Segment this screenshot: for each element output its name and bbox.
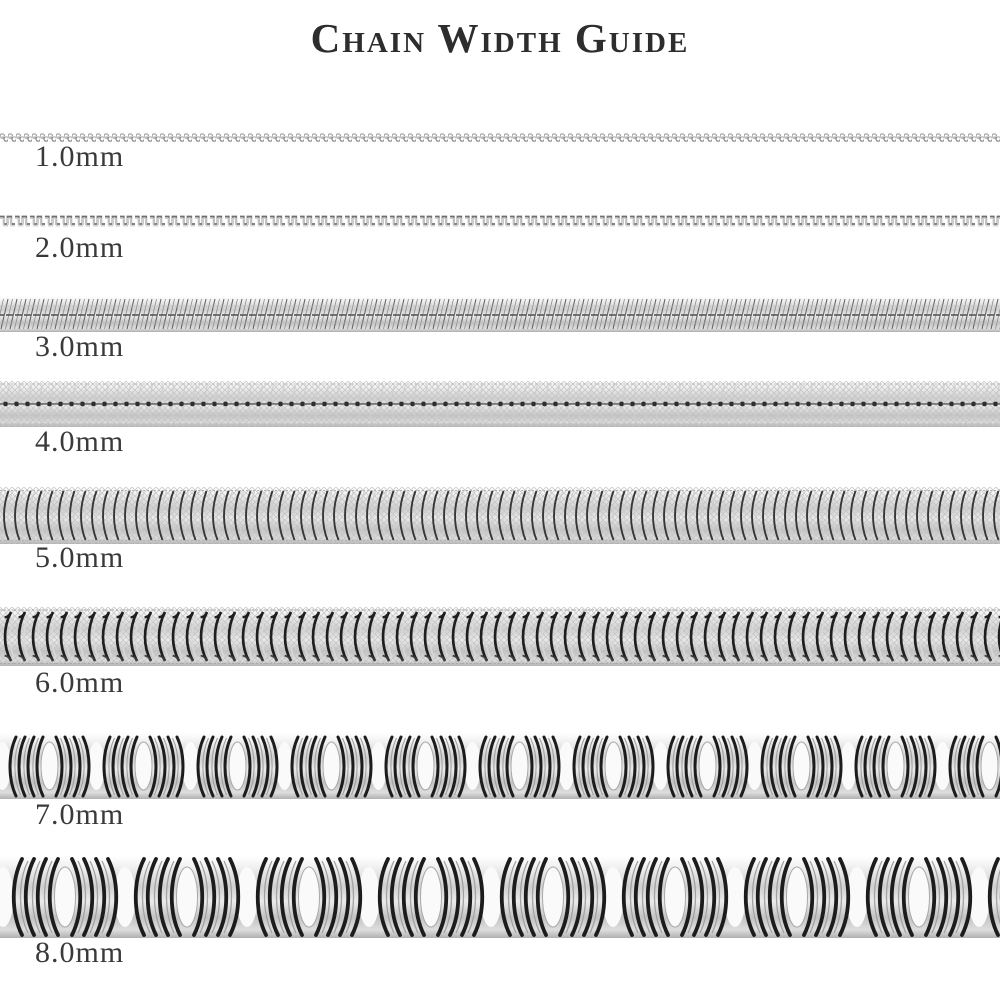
chain-image-snake-5mm [0,487,1000,544]
chain-image-snake-3mm [0,296,1000,332]
size-label-6mm: 6.0mm [35,666,125,699]
chain-image-rope-8mm [0,853,1000,941]
size-label-8mm: 8.0mm [35,936,125,969]
chain-image-snake-6mm [0,607,1000,666]
size-label-2mm: 2.0mm [35,231,125,264]
page-title: Chain Width Guide [310,15,690,61]
chain-image-box-2mm [0,211,1000,231]
chain-image-snake-4mm [0,381,1000,427]
size-label-7mm: 7.0mm [35,798,125,831]
size-label-1mm: 1.0mm [35,140,125,173]
chain-image-box-1mm [0,131,1000,144]
size-label-3mm: 3.0mm [35,330,125,363]
size-label-4mm: 4.0mm [35,425,125,458]
size-label-5mm: 5.0mm [35,541,125,574]
chain-image-rope-7mm [0,731,1000,801]
